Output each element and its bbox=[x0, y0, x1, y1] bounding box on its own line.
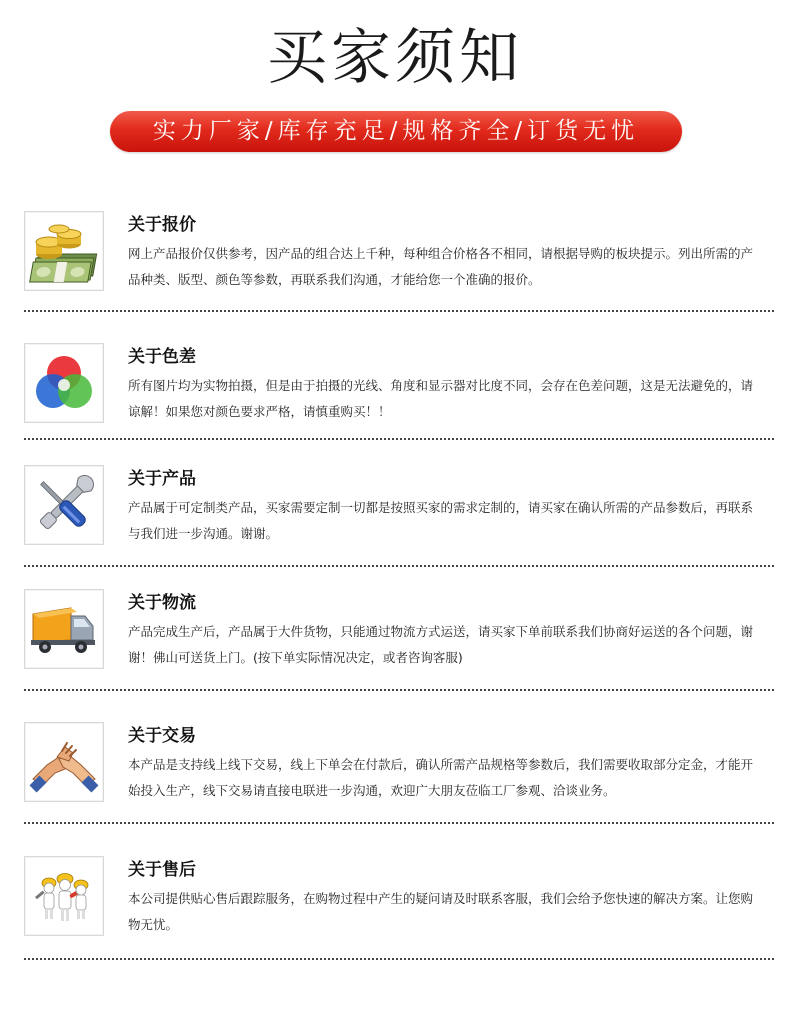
section-description: 产品完成生产后，产品属于大件货物，只能通过物流方式运送，请买家下单前联系我们协商好运送的各个问题，谢谢！佛山可送货上门。(按下单实际情况决定，或者咨询客服) bbox=[128, 624, 754, 665]
section-description: 所有图片均为实物拍摄，但是由于拍摄的光线、角度和显示器对比度不同，会存在色差问题，这是无法避免的，请谅解！如果您对颜色要求严格，请慎重购买！！ bbox=[128, 378, 754, 419]
rgb-color-circles-icon bbox=[24, 343, 104, 423]
section-title: 关于交易 bbox=[128, 726, 196, 746]
section-title: 关于物流 bbox=[128, 593, 196, 613]
handshake-icon bbox=[24, 722, 104, 802]
section-description: 产品属于可定制类产品，买家需要定制一切都是按照买家的需求定制的，请买家在确认所需的产品参数后，再联系与我们进一步沟通。谢谢。 bbox=[128, 500, 754, 541]
section-title: 关于报价 bbox=[128, 215, 196, 235]
section-title: 关于色差 bbox=[128, 347, 196, 367]
delivery-truck-icon bbox=[24, 589, 104, 669]
dotted-divider bbox=[24, 310, 774, 312]
section-description: 网上产品报价仅供参考，因产品的组合达上千种，每种组合价格各不相同，请根据导购的板块提示。列出所需的产品种类、版型、颜色等参数，再联系我们沟通，才能给您一个准确的报价。 bbox=[128, 246, 754, 287]
section-title: 关于售后 bbox=[128, 860, 196, 880]
service-workers-icon bbox=[24, 856, 104, 936]
money-stack-icon bbox=[24, 211, 104, 291]
page-title: 买家须知 bbox=[267, 23, 523, 93]
section-title: 关于产品 bbox=[128, 469, 196, 489]
dotted-divider bbox=[24, 438, 774, 440]
dotted-divider bbox=[24, 822, 774, 824]
dotted-divider bbox=[24, 565, 774, 567]
section-description: 本公司提供贴心售后跟踪服务，在购物过程中产生的疑问请及时联系客服，我们会给予您快速的解决方案。让您购物无忧。 bbox=[128, 891, 754, 932]
slogan-banner: 实力厂家/库存充足/规格齐全/订货无忧 bbox=[110, 111, 682, 152]
section-description: 本产品是支持线上线下交易，线上下单会在付款后，确认所需产品规格等参数后，我们需要收取部分定金，才能开始投入生产，线下交易请直接电联进一步沟通，欢迎广大朋友莅临工厂参观、洽谈业务。 bbox=[128, 757, 754, 798]
dotted-divider bbox=[24, 689, 774, 691]
dotted-divider bbox=[24, 958, 774, 960]
wrench-screwdriver-icon bbox=[24, 465, 104, 545]
